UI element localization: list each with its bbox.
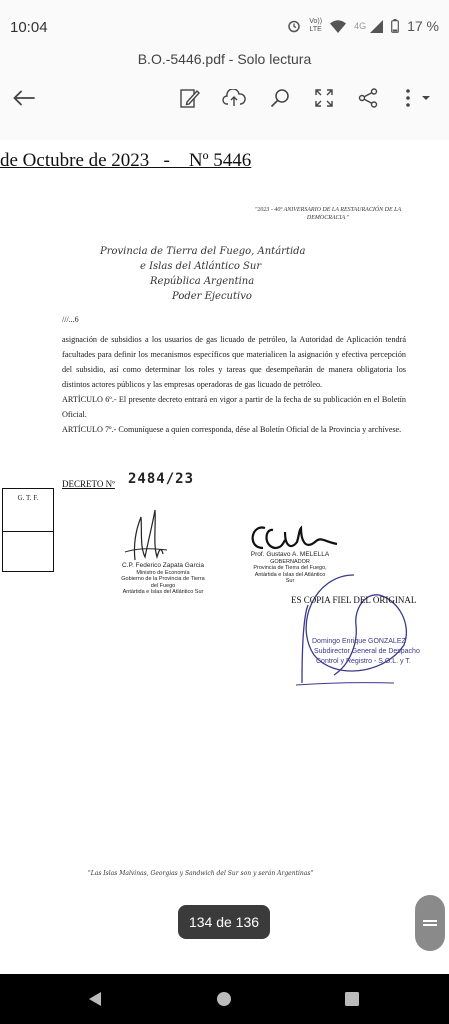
stamp-name: Domingo Enrique GONZALEZ bbox=[312, 638, 406, 645]
nav-home-button[interactable] bbox=[212, 987, 236, 1011]
square-recents-icon bbox=[344, 991, 360, 1007]
search-button[interactable] bbox=[262, 80, 298, 116]
stamp-office: Control y Registro - S.G.L. y T. bbox=[316, 658, 411, 665]
grip-icon bbox=[423, 918, 437, 928]
more-icon bbox=[400, 88, 432, 108]
toolbar bbox=[0, 72, 449, 140]
scroll-handle[interactable] bbox=[415, 895, 445, 951]
pdf-viewer[interactable] bbox=[0, 140, 449, 974]
minister-signature-icon bbox=[115, 502, 175, 564]
decreto-label: DECRETO Nº bbox=[62, 479, 115, 489]
gtf-divider bbox=[3, 531, 53, 532]
decreto-number: 2484/23 bbox=[128, 471, 195, 487]
back-arrow-icon bbox=[13, 90, 35, 106]
certification-stamp bbox=[312, 637, 420, 667]
network-type: 4G bbox=[354, 21, 367, 31]
governor-name: Prof. Gustavo A. MELELLA bbox=[250, 551, 330, 558]
page-indicator: 134 de 136 bbox=[178, 905, 270, 939]
article-7: ARTÍCULO 7º.- Comuníquese a quien corresponda, dése al Boletín Oficial de la Provincia y archívese. bbox=[62, 425, 402, 434]
gtf-label: G. T. F. bbox=[17, 494, 39, 502]
volte-indicator: Vo)) LTE bbox=[309, 18, 323, 33]
governor-org-2: Antártida e Islas del Atlántico Sur bbox=[254, 571, 326, 584]
nav-back-button[interactable] bbox=[83, 987, 107, 1011]
battery-icon bbox=[391, 19, 399, 33]
province-line: Provincia de Tierra del Fuego, Antártida bbox=[100, 246, 306, 257]
circle-home-icon bbox=[216, 991, 232, 1007]
minister-name: C.P. Federico Zapata Garcia bbox=[122, 562, 204, 569]
minister-org-2: Antártida e Islas del Atlántico Sur bbox=[122, 589, 204, 595]
minister-signature-block bbox=[118, 563, 208, 596]
cloud-upload-icon bbox=[222, 89, 246, 107]
province-line: Poder Ejecutivo bbox=[172, 291, 252, 302]
title-bar bbox=[0, 48, 449, 72]
battery-level: 17 % bbox=[407, 18, 439, 34]
minister-title: Ministro de Economía bbox=[136, 569, 190, 576]
stamp-title: Subdirector General de Despacho bbox=[314, 648, 420, 655]
more-button[interactable] bbox=[398, 80, 434, 116]
anniversary-note: "2023 - 40º ANIVERSARIO DE LA RESTAURACIÓN DE LA DEMOCRACIA " bbox=[254, 207, 402, 221]
edit-icon bbox=[180, 88, 200, 108]
gtf-box bbox=[2, 488, 54, 572]
search-icon bbox=[270, 88, 290, 108]
status-time: 10:04 bbox=[10, 19, 48, 36]
wifi-icon bbox=[330, 20, 346, 33]
signal-icon bbox=[370, 20, 383, 33]
document-header: de Octubre de 2023 - Nº 5446 bbox=[0, 150, 252, 171]
governor-org: Provincia de Tierra del Fuego, bbox=[253, 565, 327, 571]
decree-body bbox=[62, 332, 406, 437]
fullscreen-icon bbox=[314, 88, 334, 108]
upload-button[interactable] bbox=[216, 80, 252, 116]
document-title: B.O.-5446.pdf - Solo lectura bbox=[137, 51, 312, 67]
alarm-icon bbox=[287, 19, 301, 33]
share-button[interactable] bbox=[350, 80, 386, 116]
decree-paragraph: asignación de subsidios a los usuarios de gas licuado de petróleo, la Autoridad de Aplicación tendrá facultades para definir los mecanismos específicos que materialicen la asignación y efectiva percepción del subsidio, así como determinar los roles y tareas que desempeñarán de manera obligatoria los distintos actores públicos y las empresas operadoras de gas licuado de petróleo. bbox=[62, 335, 406, 389]
triangle-back-icon bbox=[87, 991, 103, 1007]
article-6: ARTÍCULO 6º.- El presente decreto entrará en vigor a partir de la fecha de su publicación en el Boletín Oficial. bbox=[62, 395, 406, 419]
page-continuation-mark: ///...6 bbox=[62, 315, 79, 324]
province-heading bbox=[100, 244, 306, 304]
province-line: República Argentina bbox=[150, 276, 255, 287]
back-button[interactable] bbox=[6, 80, 42, 116]
province-line: e Islas del Atlántico Sur bbox=[140, 261, 262, 272]
navigation-bar bbox=[0, 974, 449, 1024]
governor-signature-icon bbox=[245, 522, 345, 554]
share-icon bbox=[358, 88, 378, 108]
malvinas-motto: "Las Islas Malvinas, Georgias y Sandwich del Sur son y serán Argentinas" bbox=[88, 870, 314, 877]
status-icons bbox=[287, 18, 439, 34]
certification-signature-icon bbox=[294, 565, 414, 690]
nav-recents-button[interactable] bbox=[340, 987, 364, 1011]
fullscreen-button[interactable] bbox=[306, 80, 342, 116]
status-bar bbox=[0, 0, 449, 48]
minister-org: Gobierno de la Provincia de Tierra del Fuego bbox=[121, 576, 205, 589]
edit-button[interactable] bbox=[172, 80, 208, 116]
governor-title: GOBERNADOR bbox=[270, 558, 310, 565]
certified-copy-label: ES COPIA FIEL DEL ORIGINAL bbox=[291, 595, 417, 605]
